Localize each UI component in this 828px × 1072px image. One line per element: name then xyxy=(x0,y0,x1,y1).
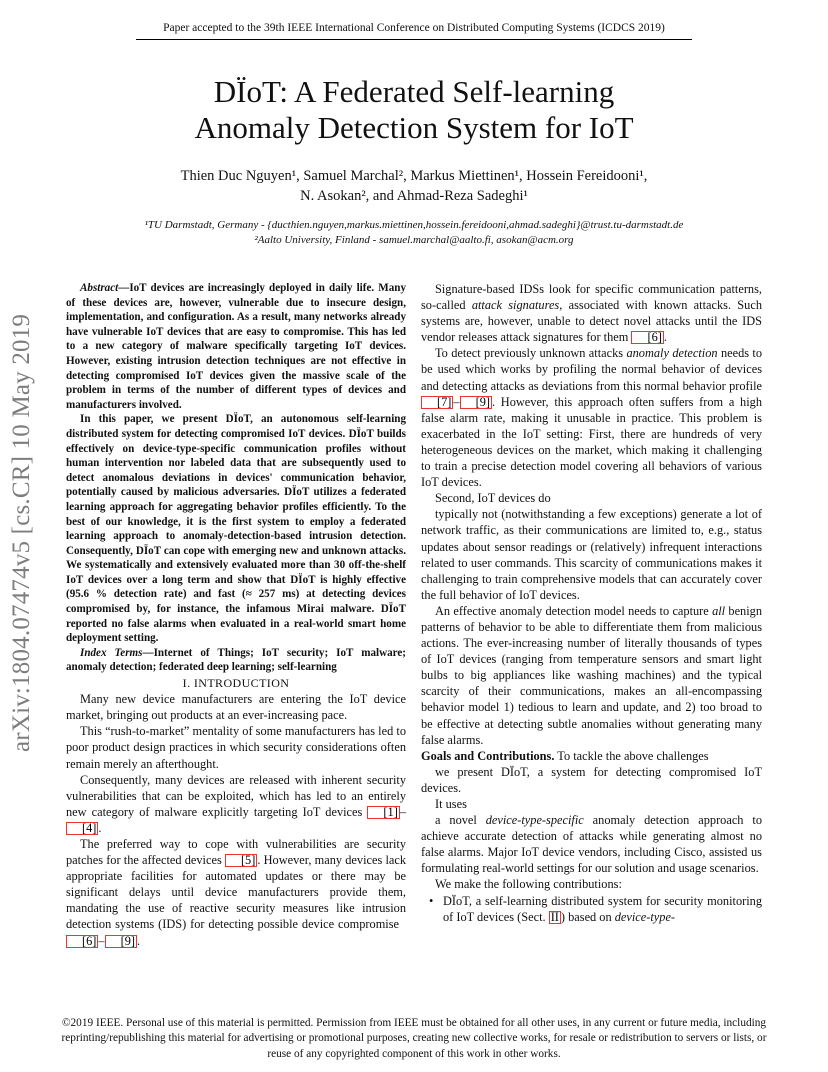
contribution-list xyxy=(421,893,762,925)
right-paragraph-6: we present DÏoT, a system for detecting compromised IoT devices. xyxy=(421,764,762,795)
title-line-1: DÏoT: A Federated Self-learning xyxy=(213,74,615,109)
paper-title xyxy=(0,74,828,146)
abstract-p1: —IoT devices are increasingly deployed in daily life. Many of these devices are, however, vulnerable due to insecure design, implementation, and configuration. As a result, many networks already have vulnerable IoT devices that are easy to compromise. This has led to a new category of malware specifically targeting IoT devices. However, existing intrusion detection techniques are not effective in detecting compromised IoT devices given the massive scale of the problem in terms of the number of different types of devices and manufacturers involved. xyxy=(66,282,406,411)
author-list xyxy=(0,166,828,206)
index-terms-text: —Internet of Things; IoT security; IoT malware; anomaly detection; federated deep learning; self-learning xyxy=(66,646,406,674)
citation-link[interactable]: [9] xyxy=(460,396,492,409)
abstract-label: Abstract xyxy=(80,282,119,294)
intro-paragraph-2: This “rush-to-market” mentality of some manufacturers has led to poor product design practices in which security considerations often remain merely an afterthought. xyxy=(66,724,406,771)
right-paragraph-8: a novel device-type-specific anomaly detection approach to achieve accurate detection of attacks while generating almost no false alarms. Major IoT device vendors, including Cisco, assisted us formulating real-world settings for our solution and usage scenarios. xyxy=(421,813,762,876)
section-heading-introduction: I. INTRODUCTION xyxy=(182,676,290,691)
header-rule xyxy=(136,39,692,40)
copyright-footer: ©2019 IEEE. Personal use of this material is permitted. Permission from IEEE must be obtained for all other uses, in any current or future media, including reprinting/republishing this material for advertising or promotional purposes, creating new collective works, for resale or redistribution to servers or lists, or reuse of any copyrighted component of this work in other works. xyxy=(61,1017,767,1060)
citation-link[interactable]: [1] xyxy=(367,806,399,819)
right-paragraph-9: We make the following contributions: xyxy=(435,877,622,892)
affiliation-2: ²Aalto University, Finland - samuel.marchal@aalto.fi, asokan@acm.org xyxy=(254,234,574,246)
intro-paragraph-4: The preferred way to cope with vulnerabilities are security patches for the affected devices [5] . However, many devices lack appropriate facilities for automated updates or there may be significant delays until device manufacturers provide them, mandating the use of reactive security measures like intrusion detection systems (IDS) for detecting possible device compromise [6] – [9] . xyxy=(66,836,407,948)
citation-link[interactable]: [7] xyxy=(421,396,453,409)
intro-paragraph-1: Many new device manufacturers are entering the IoT device market, bringing out products at an ever-increasing pace. xyxy=(66,692,406,723)
right-paragraph-7: It uses xyxy=(435,797,467,811)
section-link[interactable]: II xyxy=(550,909,559,924)
citation-link[interactable]: [5] xyxy=(225,854,257,867)
goals-paragraph: Goals and Contributions. To tackle the above challenges xyxy=(421,748,709,763)
abstract-p2: In this paper, we present DÏoT, an autonomous self-learning distributed system for detecting compromised IoT devices. DÏoT builds effectively on device-type-specific communication profiles without human intervention nor labeled data that are subsequently used to detect anomalous deviations in devices' communication behavior, potentially caused by malicious adversaries. DÏoT utilizes a federated learning approach for aggregating behavior profiles efficiently. To the best of our knowledge, it is the first system to employ a federated learning approach to anomaly-detection-based intrusion detection. Consequently, DÏoT can cope with emerging new and unknown attacks. We systematically and extensively evaluated more than 30 off-the-shelf IoT devices over a long term and show that DÏoT is highly effective (95.6 % detection rate) and fast (≈ 257 ms) at detecting devices compromised by, for instance, the infamous Mirai malware. DÏoT reported no false alarms when evaluated in a real-world smart home deployment setting. xyxy=(66,413,406,645)
right-paragraph-1: Signature-based IDSs look for specific communication patterns, so-called attack signatures, associated with known attacks. Such systems are, however, unable to detect novel attacks until the IDS vendor releases attack signatures for them [6] . xyxy=(421,282,762,345)
citation-link[interactable]: [4] xyxy=(66,822,98,835)
left-column xyxy=(66,281,406,949)
goals-label: Goals and Contributions. xyxy=(421,748,555,763)
right-paragraph-3: Second, IoT devices do xyxy=(435,491,551,506)
citation-link[interactable]: [9] xyxy=(105,935,137,948)
abstract xyxy=(66,281,406,675)
index-terms-label: Index Terms xyxy=(80,646,143,659)
title-line-2: Anomaly Detection System for IoT xyxy=(194,110,634,145)
citation-link[interactable]: [6] xyxy=(66,935,98,948)
right-paragraph-4: typically not (notwithstanding a few exceptions) generate a lot of network traffic, as their communications are limited to, e.g., status updates about sensor readings or (relatively) infrequent interactions related to user commands. This scarcity of communications makes it challenging to train comprehensive models that can accurately cover the full behavior of IoT devices. xyxy=(421,507,762,602)
citation-link[interactable]: [6] xyxy=(631,331,663,344)
authors-line-1: Thien Duc Nguyen¹, Samuel Marchal², Markus Miettinen¹, Hossein Fereidooni¹, xyxy=(180,168,648,184)
intro-paragraph-3: Consequently, many devices are released with inherent security vulnerabilities that can be exploited, which has led to an entirely new category of malware explicitly targeting IoT devices [1] –[4] . xyxy=(66,772,406,835)
affiliation-1: ¹TU Darmstadt, Germany - {ducthien.nguyen,markus.miettinen,hossein.fereidooni,ahmad.sadeghi}@trust.tu-darmstadt.de xyxy=(144,219,684,231)
right-column xyxy=(421,281,762,925)
right-paragraph-2: To detect previously unknown attacks anomaly detection needs to be used which works by profiling the normal behavior of devices and detecting attacks as deviations from this normal behavior profile [7] – [9] . However, this approach often suffers from a high false alarm rate, making it unusable in practice. This problem is exacerbated in the IoT setting: First, there are hundreds of very heterogeneous devices on the market, which making it challenging to train a precise detection model covering all behaviors of various IoT devices. xyxy=(421,346,763,490)
conference-header: Paper accepted to the 39th IEEE International Conference on Distributed Computing Systems (ICDCS 2019) xyxy=(163,22,665,34)
authors-line-2: N. Asokan², and Ahmad-Reza Sadeghi¹ xyxy=(300,188,528,204)
list-item: • DÏoT, a self-learning distributed system for security monitoring of IoT devices (Sect. II ) based on device-type- xyxy=(437,893,762,925)
right-paragraph-5: An effective anomaly detection model needs to capture all benign patterns of behavior to be able to differentiate them from malicious actions. The ever-increasing number of literally thousands of types of IoT devices (ranging from temperature sensors and smart light bulbs to big appliances like washing machines) and the typical scarcity of their communications, makes an all-encompassing behavior model 1) tedious to learn and update, and 2) too broad to be effective at detecting subtle anomalies without generating many false alarms. xyxy=(421,603,763,747)
affiliations xyxy=(0,218,828,248)
arxiv-watermark: arXiv:1804.07474v5 [cs.CR] 10 May 2019 xyxy=(8,313,35,752)
